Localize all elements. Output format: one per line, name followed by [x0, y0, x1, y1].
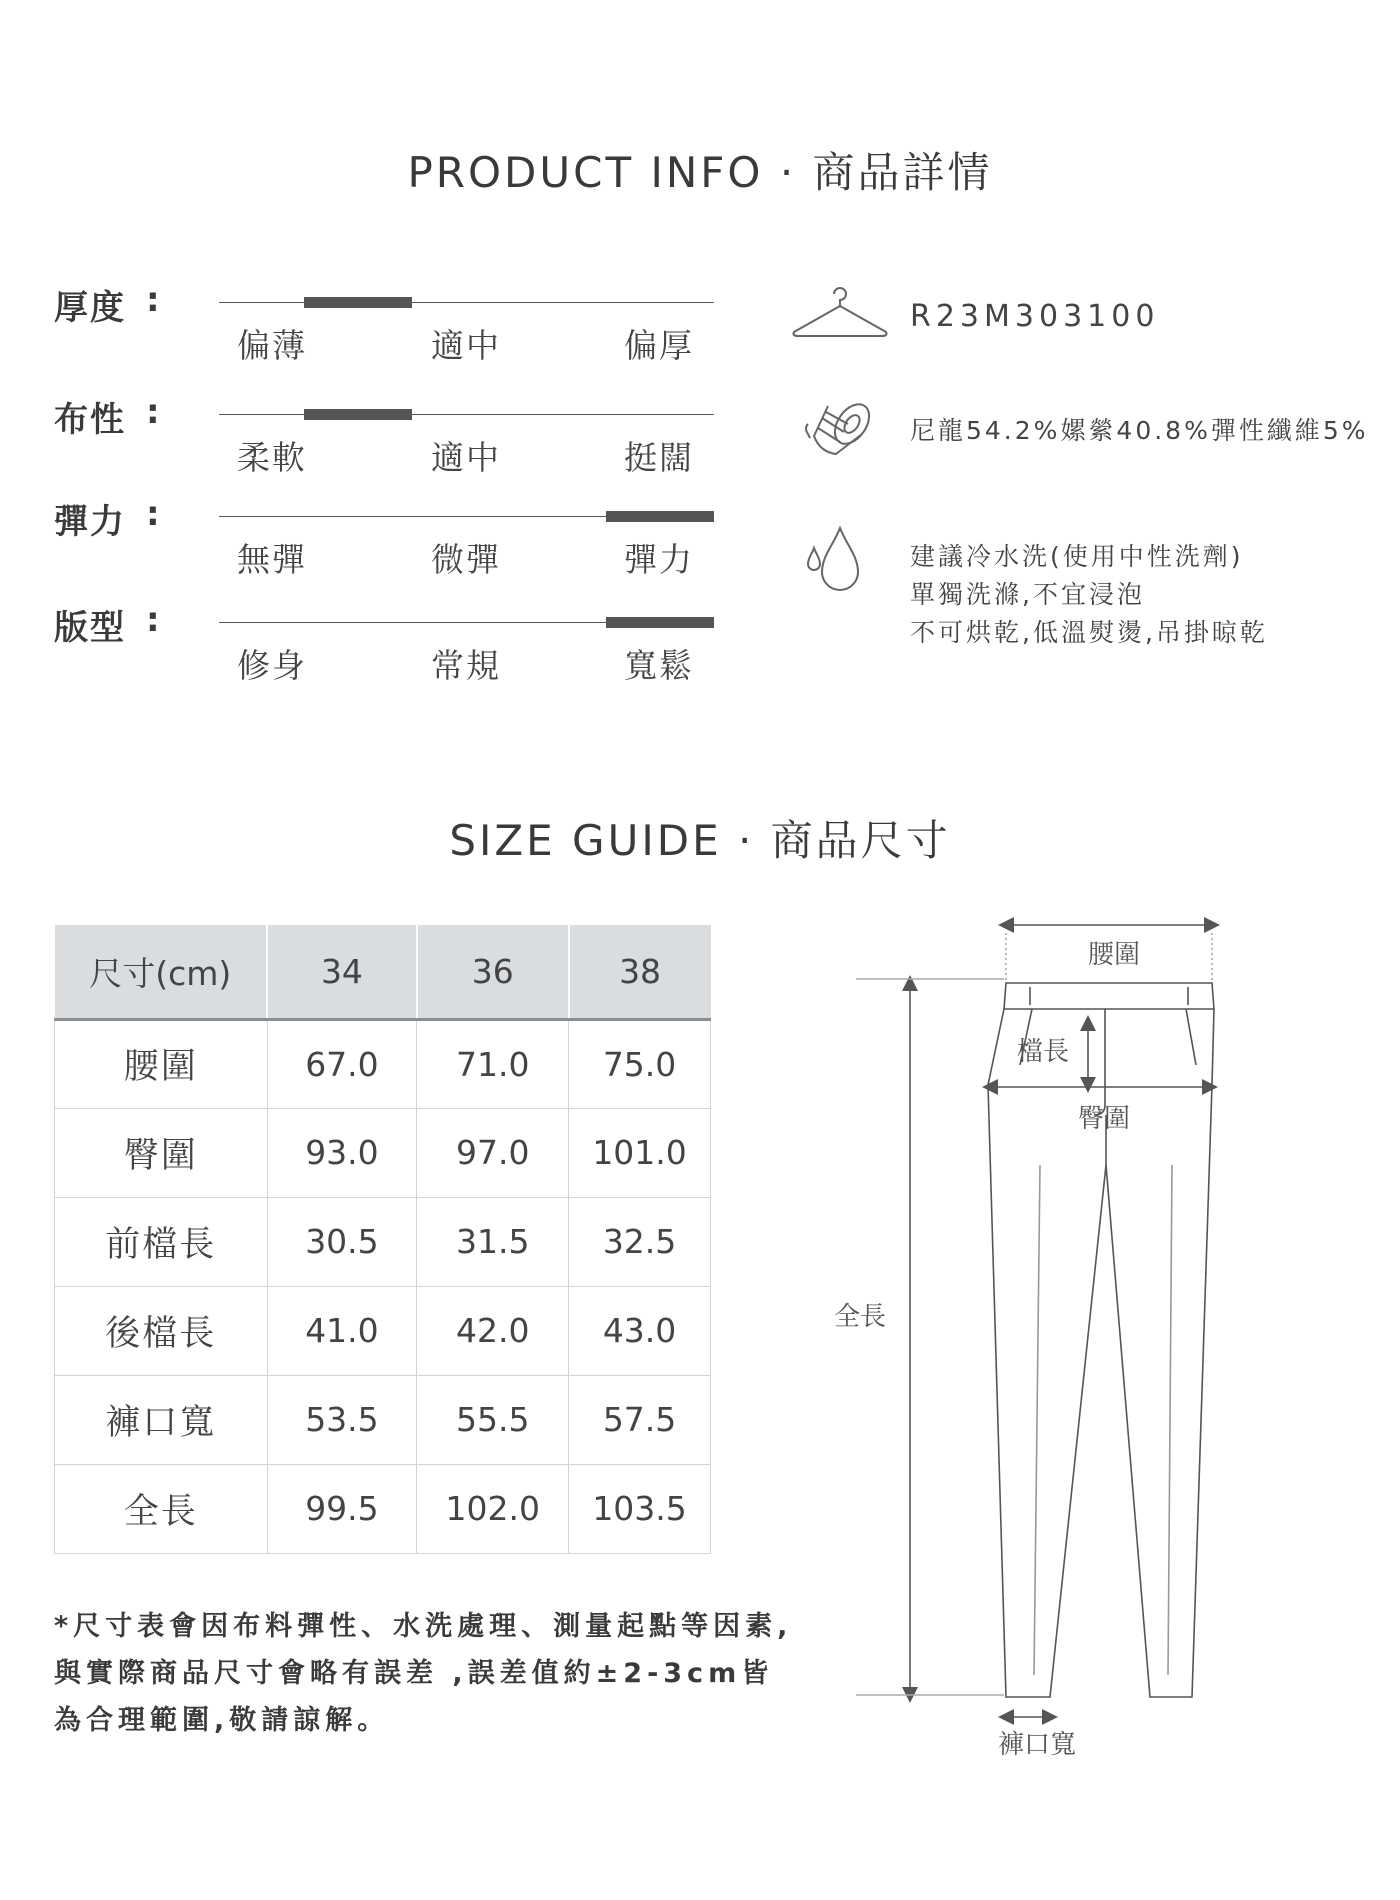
measurement-value-cell: 41.0: [267, 1286, 417, 1375]
pants-measurement-diagram: [820, 905, 1320, 1765]
table-row: [55, 1108, 711, 1197]
size-note-line-1: *尺寸表會因布料彈性、水洗處理、測量起點等因素,: [54, 1611, 793, 1642]
attribute-option: 微彈: [431, 540, 501, 579]
table-row: [55, 1019, 711, 1108]
diagram-label-waist: 腰圍: [1088, 940, 1141, 970]
care-instruction-1: 建議冷水洗(使用中性洗劑): [910, 542, 1244, 571]
water-drop-icon: [802, 522, 862, 598]
measurement-value-cell: 43.0: [569, 1286, 711, 1375]
size-table-header-row: [55, 925, 711, 1019]
table-row: [55, 1197, 711, 1286]
header-size-36: 36: [417, 925, 569, 1019]
measurement-value-cell: 55.5: [417, 1375, 569, 1464]
material-composition: 尼龍54.2%嫘縈40.8%彈性纖維5%: [910, 416, 1369, 445]
attribute-option: 柔軟: [237, 438, 307, 477]
size-table: [54, 925, 711, 1554]
attribute-option: 常規: [431, 646, 501, 685]
attribute-label: 厚度: [54, 288, 126, 328]
measurement-name-cell: 腰圍: [55, 1019, 268, 1108]
attribute-scale-marker: [606, 617, 714, 628]
measurement-value-cell: 42.0: [417, 1286, 569, 1375]
table-row: [55, 1375, 711, 1464]
measurement-name-cell: 全長: [55, 1464, 268, 1553]
measurement-name-cell: 後檔長: [55, 1286, 268, 1375]
attribute-scale-marker: [304, 297, 412, 308]
measurement-name-cell: 褲口寬: [55, 1375, 268, 1464]
table-row: [55, 1464, 711, 1553]
attribute-colon: :: [146, 392, 160, 432]
attribute-colon: :: [146, 280, 160, 320]
table-row: [55, 1286, 711, 1375]
attribute-row: [54, 494, 724, 584]
attribute-row: [54, 392, 724, 482]
attribute-scale-marker: [606, 511, 714, 522]
attribute-option: 彈力: [624, 540, 694, 579]
attribute-option: 偏厚: [624, 326, 694, 365]
attribute-label: 版型: [54, 608, 126, 648]
measurement-value-cell: 31.5: [417, 1197, 569, 1286]
size-guide-title: SIZE GUIDE · 商品尺寸: [449, 816, 951, 865]
measurement-value-cell: 102.0: [417, 1464, 569, 1553]
attribute-scale-line: [219, 414, 714, 415]
attribute-option: 偏薄: [237, 326, 307, 365]
measurement-value-cell: 93.0: [267, 1108, 417, 1197]
attribute-option: 適中: [431, 438, 501, 477]
diagram-label-hip: 臀圍: [1078, 1104, 1131, 1134]
measurement-value-cell: 67.0: [267, 1019, 417, 1108]
header-size-38: 38: [569, 925, 711, 1019]
measurement-value-cell: 97.0: [417, 1108, 569, 1197]
size-note-line-2: 與實際商品尺寸會略有誤差 ,誤差值約±2-3cm皆: [54, 1658, 774, 1689]
measurement-value-cell: 57.5: [569, 1375, 711, 1464]
product-info-title: PRODUCT INFO · 商品詳情: [407, 148, 993, 197]
measurement-value-cell: 99.5: [267, 1464, 417, 1553]
thread-spool-icon: [800, 394, 880, 470]
measurement-name-cell: 前檔長: [55, 1197, 268, 1286]
header-size-unit: 尺寸(cm): [55, 925, 268, 1019]
diagram-label-length: 全長: [834, 1302, 887, 1332]
attribute-option: 寬鬆: [624, 646, 694, 685]
measurement-name-cell: 臀圍: [55, 1108, 268, 1197]
attribute-option: 適中: [431, 326, 501, 365]
attribute-row: [54, 600, 724, 690]
measurement-value-cell: 71.0: [417, 1019, 569, 1108]
measurement-value-cell: 30.5: [267, 1197, 417, 1286]
attribute-option: 修身: [237, 646, 307, 685]
header-size-34: 34: [267, 925, 417, 1019]
attribute-label: 布性: [54, 400, 126, 440]
measurement-value-cell: 103.5: [569, 1464, 711, 1553]
care-instruction-2: 單獨洗滌,不宜浸泡: [910, 580, 1145, 609]
measurement-value-cell: 32.5: [569, 1197, 711, 1286]
hanger-icon: [790, 280, 890, 342]
diagram-label-hem: 褲口寬: [998, 1730, 1077, 1760]
attribute-option: 挺闊: [624, 438, 694, 477]
care-instruction-3: 不可烘乾,低溫熨燙,吊掛晾乾: [910, 618, 1268, 647]
product-sku: R23M303100: [910, 299, 1160, 334]
measurement-value-cell: 53.5: [267, 1375, 417, 1464]
attribute-row: [54, 280, 724, 370]
attribute-colon: :: [146, 494, 160, 534]
attribute-colon: :: [146, 600, 160, 640]
measurement-value-cell: 101.0: [569, 1108, 711, 1197]
size-note-line-3: 為合理範圍,敬請諒解。: [54, 1705, 390, 1736]
attribute-scale-marker: [304, 409, 412, 420]
attribute-option: 無彈: [237, 540, 307, 579]
measurement-value-cell: 75.0: [569, 1019, 711, 1108]
diagram-label-rise: 檔長: [1017, 1037, 1070, 1067]
attribute-label: 彈力: [54, 502, 126, 542]
attribute-scale-line: [219, 302, 714, 303]
